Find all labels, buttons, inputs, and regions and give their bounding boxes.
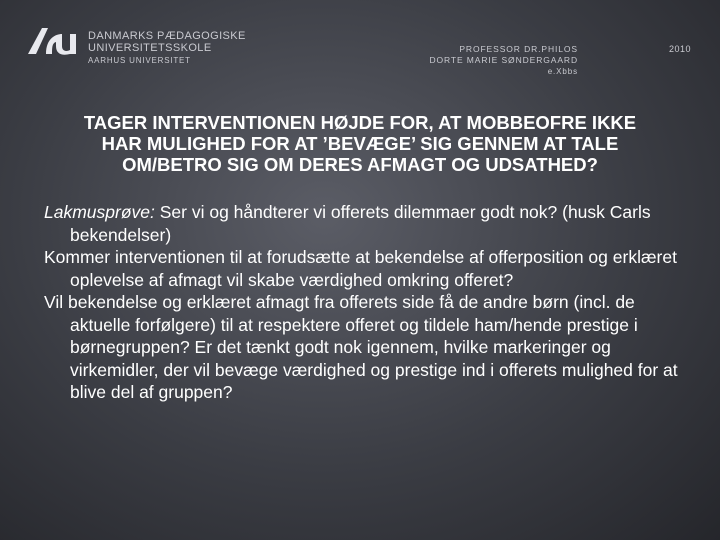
- slide-body: [44, 201, 684, 404]
- title-line: OM/BETRO SIG OM DERES AFMAGT OG UDSATHED?: [122, 154, 598, 175]
- author-extra: e.Xbbs: [547, 67, 578, 76]
- author-name: DORTE MARIE SØNDERGAARD: [429, 55, 578, 65]
- paragraph-text: Kommer interventionen til at forudsætte at bekendelse af offerposition og erklæret oplevelse af afmagt vil skabe værdighed omkring offeret?: [44, 247, 677, 290]
- paragraph-lead: Lakmusprøve:: [44, 202, 155, 222]
- paragraph-text: Ser vi og håndterer vi offerets dilemmaer godt nok? (husk Carls bekendelser): [70, 202, 651, 245]
- body-paragraph: [44, 246, 684, 291]
- body-paragraph: [44, 291, 684, 404]
- paragraph-text: Vil bekendelse og erklæret afmagt fra offerets side få de andre børn (incl. de aktuelle forfølgere) til at respektere offeret og tildele ham/hende prestige i børnegruppen? Er det tænkt godt nok igennem, hvilke markeringer og virkemidler, der vil bevæge værdighed og prestige ind i offerets mulighed for at blive del af gruppen?: [44, 292, 678, 402]
- title-line: HAR MULIGHED FOR AT ’BEVÆGE’ SIG GENNEM AT TALE: [101, 133, 619, 154]
- institution-line-1: DANMARKS PÆDAGOGISKE: [88, 30, 246, 42]
- author-title: PROFESSOR DR.PHILOS: [459, 44, 578, 54]
- title-line: TAGER INTERVENTIONEN HØJDE FOR, AT MOBBEOFRE IKKE: [83, 112, 637, 133]
- institution-line-2: UNIVERSITETSSKOLE: [88, 42, 212, 54]
- institution-name: [88, 30, 246, 54]
- author-block: [429, 44, 578, 77]
- university-name: AARHUS UNIVERSITET: [88, 56, 191, 65]
- body-paragraph: [44, 201, 684, 246]
- year-label: 2010: [668, 44, 691, 54]
- slide-title: [40, 112, 680, 175]
- aarhus-university-logo-icon: [26, 24, 78, 56]
